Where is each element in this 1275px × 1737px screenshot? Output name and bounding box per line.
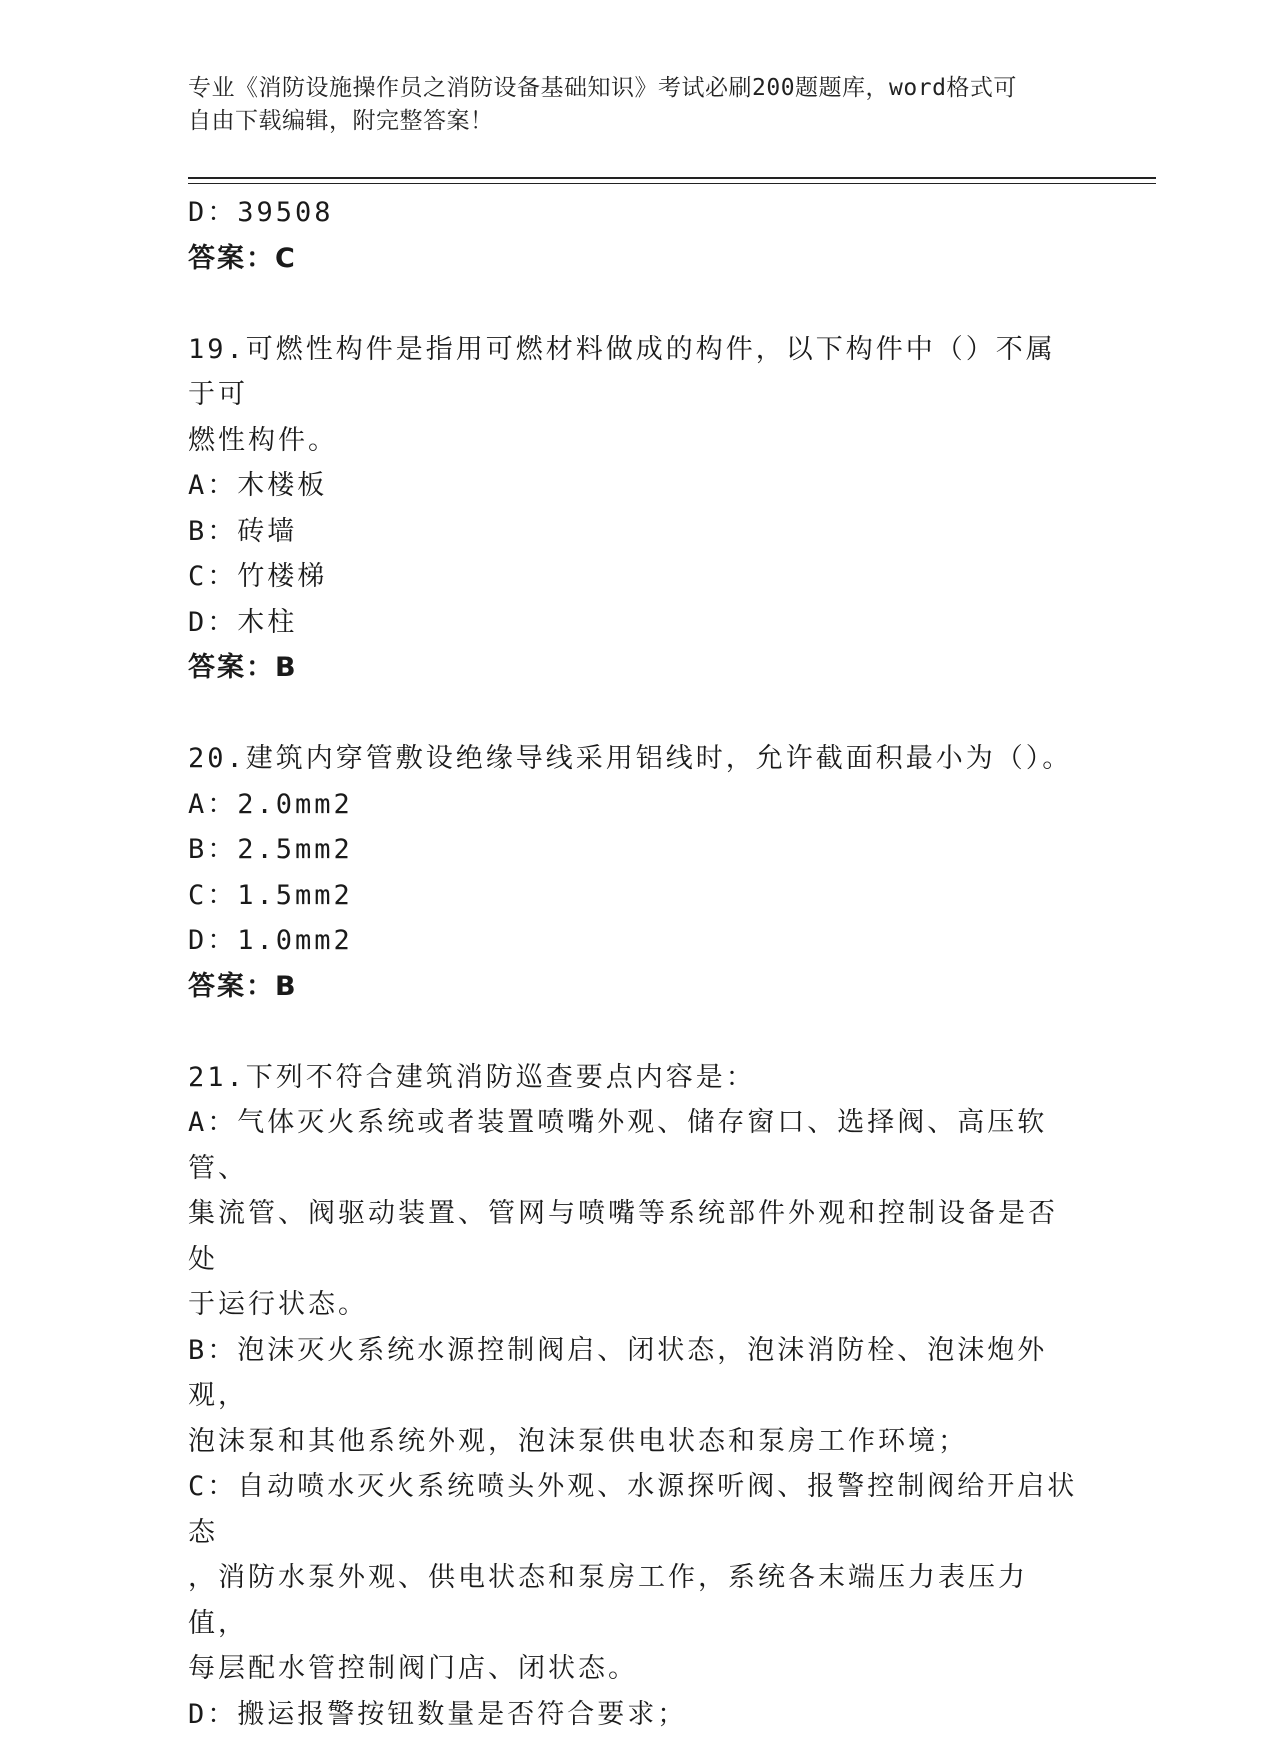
option-c-cont: 每层配水管控制阀门店、闭状态。 [188,1646,1078,1692]
header-divider-thin [188,183,1156,184]
question-stem-line: 19.可燃性构件是指用可燃材料做成的构件，以下构件中（）不属于可 [188,327,1078,418]
option-b-cont: 泡沫泵和其他系统外观，泡沫泵供电状态和泵房工作环境； [188,1419,1078,1465]
header-divider-thick [188,177,1156,179]
option-a: A：气体灭火系统或者装置喷嘴外观、储存窗口、选择阀、高压软管、 [188,1100,1078,1191]
option-a-cont: 集流管、阀驱动装置、管网与喷嘴等系统部件外观和控制设备是否处 [188,1191,1078,1282]
option-c: C：1.5mm2 [188,873,1078,919]
option-b: B：泡沫灭火系统水源控制阀启、闭状态，泡沫消防栓、泡沫炮外观， [188,1328,1078,1419]
document-header [188,72,1068,138]
answer: 答案：B [188,645,1078,691]
question-21 [188,1055,1078,1737]
header-line-2: 自由下载编辑，附完整答案！ [188,105,1068,138]
spacer [188,281,1078,327]
option-d: D：1.0mm2 [188,918,1078,964]
spacer [188,691,1078,737]
question-stem-line: 20.建筑内穿管敷设绝缘导线采用铝线时，允许截面积最小为（）。 [188,736,1078,782]
prev-answer: 答案：C [188,236,1078,282]
question-stem-line: 燃性构件。 [188,418,1078,464]
option-d: D：木柱 [188,600,1078,646]
question-19 [188,327,1078,691]
option-c: C：竹楼梯 [188,554,1078,600]
option-a: A：木楼板 [188,463,1078,509]
option-d: D：搬运报警按钮数量是否符合要求； [188,1692,1078,1737]
spacer [188,1009,1078,1055]
header-line-1: 专业《消防设施操作员之消防设备基础知识》考试必刷200题题库，word格式可 [188,72,1068,105]
question-20 [188,736,1078,1009]
option-b: B：2.5mm2 [188,827,1078,873]
option-b: B：砖墙 [188,509,1078,555]
option-a-cont: 于运行状态。 [188,1282,1078,1328]
option-c: C：自动喷水灭火系统喷头外观、水源探听阀、报警控制阀给开启状态 [188,1464,1078,1555]
question-content [188,190,1078,1737]
prev-option-d: D：39508 [188,190,1078,236]
question-stem-line: 21.下列不符合建筑消防巡查要点内容是： [188,1055,1078,1101]
answer: 答案：B [188,964,1078,1010]
option-a: A：2.0mm2 [188,782,1078,828]
option-c-cont: ，消防水泵外观、供电状态和泵房工作，系统各末端压力表压力值， [188,1555,1078,1646]
